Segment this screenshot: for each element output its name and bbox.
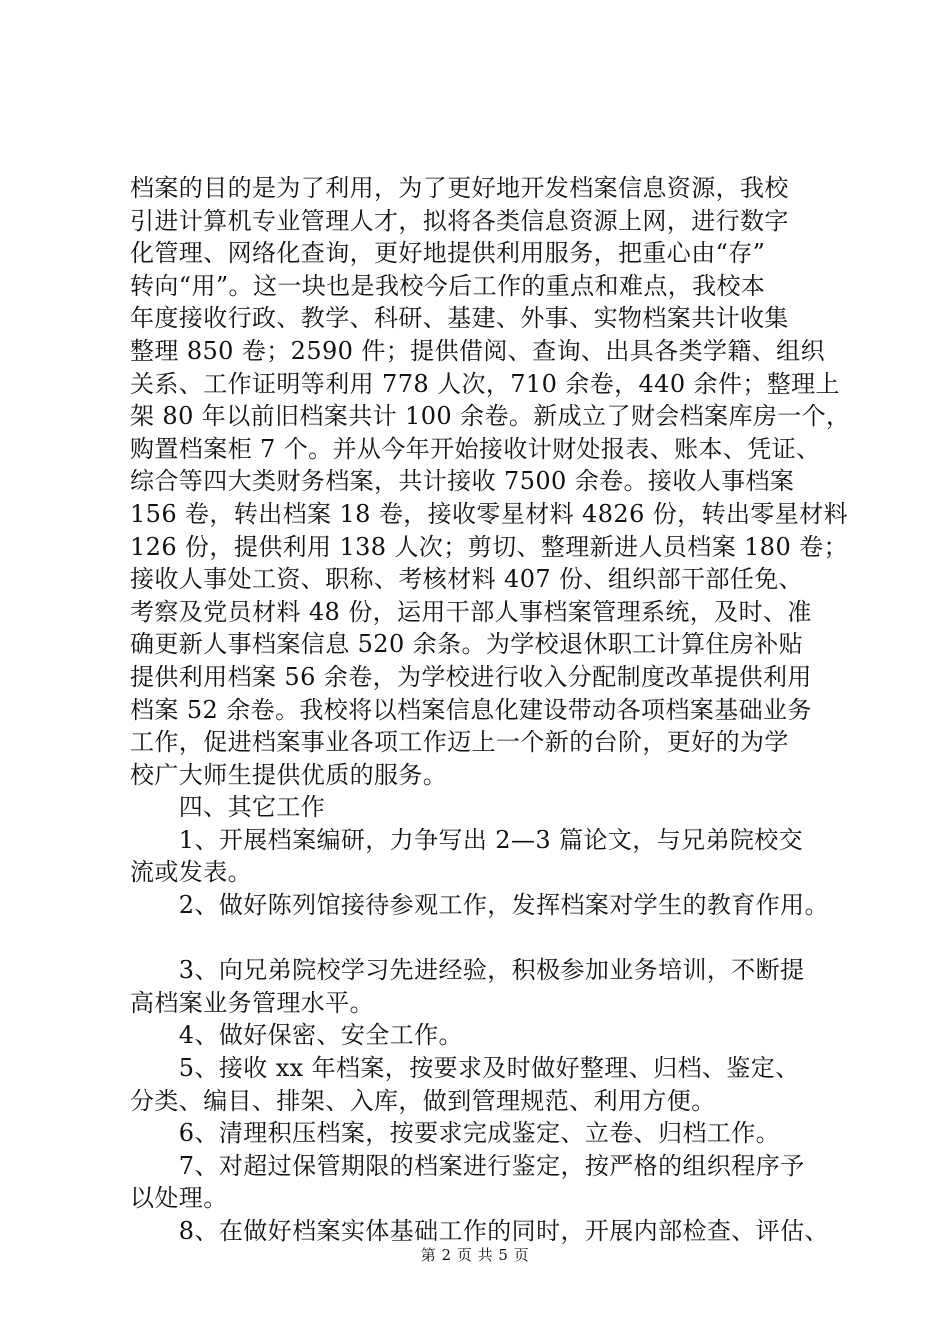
list-item-5: 5、接收 xx 年档案，按要求及时做好整理、归档、鉴定、	[130, 1054, 800, 1083]
text-line: 整理 850 卷；2590 件；提供借阅、查询、出具各类学籍、组织	[130, 336, 825, 365]
text-line: 转向“用”。这一块也是我校今后工作的重点和难点，我校本	[130, 271, 766, 300]
text-line: 确更新人事档案信息 520 余条。为学校退休职工计算住房补贴	[130, 630, 804, 659]
text-line: 流或发表。	[130, 858, 252, 887]
page-footer: 第 2 页 共 5 页	[420, 1246, 530, 1264]
text-line: 校广大师生提供优质的服务。	[130, 760, 448, 789]
text-line: 架 80 年以前旧档案共计 100 余卷。新成立了财会档案库房一个，	[130, 402, 851, 431]
text-line: 考察及党员材料 48 份，运用干部人事档案管理系统，及时、准	[130, 597, 812, 626]
text-line: 综合等四大类财务档案，共计接收 7500 余卷。接收人事档案	[130, 467, 795, 496]
text-line: 关系、工作证明等利用 778 人次，710 余卷，440 余件；整理上	[130, 369, 840, 398]
list-item-4: 4、做好保密、安全工作。	[130, 1021, 463, 1050]
list-item-6: 6、清理积压档案，按要求完成鉴定、立卷、归档工作。	[130, 1119, 781, 1148]
text-line: 提供利用档案 56 余卷，为学校进行收入分配制度改革提供利用	[130, 662, 812, 691]
text-line: 接收人事处工资、职称、考核材料 407 份、组织部干部任免、	[130, 565, 804, 594]
text-line: 档案 52 余卷。我校将以档案信息化建设带动各项档案基础业务	[130, 695, 812, 724]
list-item-3: 3、向兄弟院校学习先进经验，积极参加业务培训，不断提	[130, 956, 805, 985]
text-line: 年度接收行政、教学、科研、基建、外事、实物档案共计收集	[130, 304, 789, 333]
text-line: 购置档案柜 7 个。并从今年开始接收计财处报表、账本、凭证、	[130, 434, 821, 463]
text-line: 档案的目的是为了利用，为了更好地开发档案信息资源，我校	[130, 174, 789, 202]
text-line: 126 份，提供利用 138 人次；剪切、整理新进人员档案 180 卷；	[130, 532, 848, 561]
text-line: 分类、编目、排架、入库，做到管理规范、利用方便。	[130, 1086, 716, 1115]
text-line: 以处理。	[130, 1184, 228, 1213]
blank-line	[130, 922, 850, 955]
text-line: 156 卷，转出档案 18 卷，接收零星材料 4826 份，转出零星材料	[130, 499, 848, 528]
list-item-2: 2、做好陈列馆接待参观工作，发挥档案对学生的教育作用。	[130, 891, 829, 920]
section-heading: 四、其它工作	[130, 793, 326, 822]
text-line: 化管理、网络化查询，更好地提供利用服务，把重心由“存”	[130, 239, 766, 268]
text-line: 引进计算机专业管理人才，拟将各类信息资源上网，进行数字	[130, 206, 789, 235]
list-item-8: 8、在做好档案实体基础工作的同时，开展内部检查、评估、	[130, 1217, 829, 1245]
list-item-1: 1、开展档案编研，力争写出 2—3 篇论文，与兄弟院校交	[130, 825, 804, 854]
text-line: 高档案业务管理水平。	[130, 988, 374, 1017]
text-line: 工作，促进档案事业各项工作迈上一个新的台阶，更好的为学	[130, 728, 789, 757]
list-item-7: 7、对超过保管期限的档案进行鉴定，按严格的组织程序予	[130, 1151, 805, 1180]
body-text	[130, 172, 850, 1248]
